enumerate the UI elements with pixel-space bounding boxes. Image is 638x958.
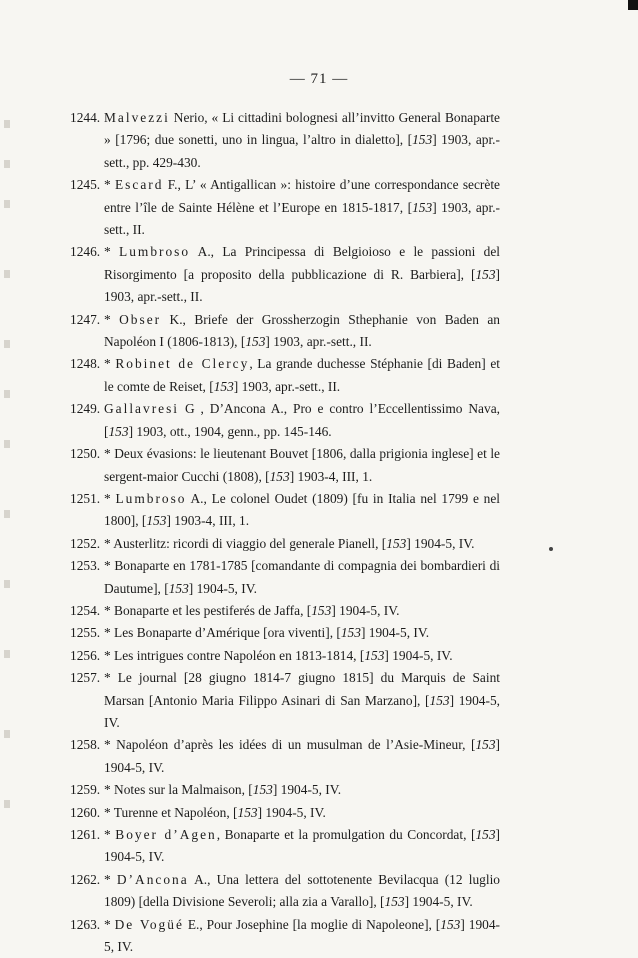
entry-reference: 153 bbox=[146, 513, 167, 529]
entry-text: ] 1904-5, IV. bbox=[360, 625, 430, 641]
margin-mark bbox=[4, 580, 10, 588]
entry-text: A., Una lettera del sottotenente Bevilacqua (12 luglio 1809) [della Divisione Severoli; alla zia a Varallo], [ bbox=[104, 871, 500, 910]
entry-reference: 153 bbox=[237, 804, 258, 820]
entry-text: * bbox=[104, 916, 115, 932]
margin-mark bbox=[4, 160, 10, 168]
entry-text: ] 1903, apr.-sett., II. bbox=[104, 199, 500, 238]
entry-reference: 153 bbox=[340, 625, 361, 641]
entry-number: 1249. bbox=[70, 401, 101, 417]
entry-text: F., L’ « Antigallican »: histoire d’une correspondance secrète entre l’île de Sainte Hélène et l’Europe en 1815-1817, [ bbox=[104, 177, 500, 215]
entry-text: ] 1904-5, IV. bbox=[188, 580, 257, 596]
entry-text: E., Pour Josephine [la moglie di Napoleone], [ bbox=[183, 916, 441, 932]
entry-text: * Napoléon d’après les idées di un musulman de l’Asie-Mineur, [ bbox=[104, 737, 476, 753]
entry-reference: 153 bbox=[384, 894, 405, 910]
entry-author: Escard bbox=[115, 177, 164, 193]
entry-number: 1259. bbox=[70, 782, 101, 798]
entry-reference: 153 bbox=[475, 737, 496, 753]
entry-reference: 153 bbox=[412, 199, 433, 215]
entry-reference: 153 bbox=[245, 334, 266, 350]
bibliography-entry bbox=[70, 802, 500, 824]
entry-text: ] 1903, apr.-sett., II. bbox=[265, 334, 372, 350]
entry-reference: 153 bbox=[269, 468, 290, 484]
margin-mark bbox=[4, 730, 10, 738]
margin-mark bbox=[4, 390, 10, 398]
entry-reference: 153 bbox=[412, 132, 433, 148]
entry-reference: 153 bbox=[475, 827, 496, 842]
entry-text: ] 1904-5, IV. bbox=[104, 737, 500, 775]
entry-number: 1247. bbox=[70, 311, 101, 327]
entry-text: ] 1903, ott., 1904, genn., pp. 145-146. bbox=[128, 423, 332, 439]
entry-author: Obser bbox=[119, 311, 162, 327]
entry-number: 1246. bbox=[70, 244, 101, 260]
entry-number: 1245. bbox=[70, 177, 101, 193]
entry-number: 1256. bbox=[70, 647, 101, 663]
bibliography-entry bbox=[70, 667, 500, 734]
entry-number: 1253. bbox=[70, 558, 101, 574]
entry-reference: 153 bbox=[252, 782, 273, 798]
margin-mark bbox=[4, 200, 10, 208]
bibliography-entry bbox=[70, 398, 500, 443]
entry-text: * bbox=[104, 244, 120, 260]
entry-author: Malvezzi bbox=[104, 110, 170, 125]
entry-text: * bbox=[104, 871, 117, 887]
margin-mark bbox=[4, 650, 10, 658]
entry-text: * Les Bonaparte d’Amérique [ora viventi], [ bbox=[104, 625, 341, 641]
entry-text: * Le journal [28 giugno 1814-7 giugno 1815] du Marquis de Saint Marsan [Antonio Maria Filippo Asinari di San Marzano], [ bbox=[104, 670, 500, 708]
entry-author: Boyer d’Agen bbox=[115, 827, 217, 842]
bibliography-entry bbox=[70, 309, 500, 354]
entry-number: 1258. bbox=[70, 737, 101, 753]
margin-mark bbox=[4, 270, 10, 278]
ink-dot bbox=[549, 547, 553, 551]
entry-number: 1255. bbox=[70, 625, 101, 641]
entry-number: 1260. bbox=[70, 804, 101, 820]
entry-text: ] 1903, apr.-sett., II. bbox=[104, 266, 500, 305]
entry-reference: 153 bbox=[429, 692, 450, 708]
entry-author: Gallavresi bbox=[104, 401, 180, 417]
entry-text: * Les intrigues contre Napoléon en 1813-1814, [ bbox=[104, 647, 365, 663]
bibliography-entry bbox=[70, 645, 500, 667]
bibliography-entry bbox=[70, 600, 500, 622]
entry-text: ] 1904-5, IV. bbox=[272, 782, 342, 798]
entry-text: * Turenne et Napoléon, [ bbox=[104, 804, 238, 820]
entry-number: 1252. bbox=[70, 535, 101, 551]
entry-text: ] 1904-5, IV. bbox=[331, 602, 400, 618]
entry-text: * bbox=[104, 311, 120, 327]
entry-text: ] 1904-5, IV. bbox=[406, 535, 475, 551]
entry-text: ] 1904-5, IV. bbox=[384, 647, 453, 663]
entry-text: * bbox=[104, 356, 116, 372]
entry-text: * bbox=[104, 177, 115, 193]
bibliography-entry bbox=[70, 555, 500, 600]
corner-mark bbox=[628, 0, 638, 10]
bibliography-entry bbox=[70, 241, 500, 308]
entry-reference: 153 bbox=[475, 266, 496, 282]
entry-number: 1244. bbox=[70, 110, 101, 125]
entry-text: * bbox=[104, 490, 116, 506]
entry-text: * bbox=[104, 827, 116, 842]
entry-text: * Deux évasions: le lieutenant Bouvet [1806, dalla prigionia inglese] et le sergent-maior Cucchi (1808), [ bbox=[104, 446, 500, 484]
entry-text: ] 1904-5, IV. bbox=[104, 916, 500, 955]
entry-text: * Bonaparte et les pestiferés de Jaffa, [ bbox=[104, 602, 312, 618]
binding-margin bbox=[0, 110, 20, 830]
entry-reference: 153 bbox=[364, 647, 385, 663]
bibliography-entry bbox=[70, 174, 500, 241]
bibliography-entry bbox=[70, 622, 500, 644]
entry-text: ] 1904-5, IV. bbox=[104, 692, 500, 730]
entry-text: Nerio, « Li cittadini bolognesi all’invitto General Bonaparte » [1796; due sonetti, uno in lingua, l’altro in dialetto], [ bbox=[104, 110, 500, 148]
bibliography-entry bbox=[70, 779, 500, 801]
entry-text: , Bonaparte et la promulgation du Concordat, [ bbox=[216, 827, 476, 842]
page-number: — 71 — bbox=[289, 71, 349, 87]
entry-number: 1248. bbox=[70, 356, 101, 372]
bibliography-entry bbox=[70, 869, 500, 914]
entry-author: Lumbroso bbox=[119, 244, 191, 260]
bibliography-entry bbox=[70, 443, 500, 488]
bibliography-entry bbox=[70, 734, 500, 779]
entry-text: , La grande duchesse Stéphanie [di Baden] et le comte de Reiset, [ bbox=[104, 356, 500, 394]
entry-number: 1254. bbox=[70, 602, 101, 618]
entry-text: A., Le colonel Oudet (1809) [fu in Italia nel 1799 e nel 1800], [ bbox=[104, 490, 500, 529]
entry-text: K., Briefe der Grossherzogin Sthephanie von Baden an Napoléon I (1806-1813), [ bbox=[104, 311, 500, 350]
margin-mark bbox=[4, 440, 10, 448]
entry-reference: 153 bbox=[213, 378, 234, 394]
entry-reference: 153 bbox=[386, 535, 407, 551]
entry-text: ] 1903, apr.-sett., pp. 429-430. bbox=[104, 132, 500, 170]
margin-mark bbox=[4, 800, 10, 808]
entry-number: 1251. bbox=[70, 490, 101, 506]
bibliography-entry bbox=[70, 914, 500, 958]
bibliography-entry bbox=[70, 353, 500, 398]
entry-number: 1250. bbox=[70, 446, 101, 462]
entry-text: * Austerlitz: ricordi di viaggio del generale Pianell, [ bbox=[104, 535, 387, 551]
margin-mark bbox=[4, 120, 10, 128]
bibliography-entry bbox=[70, 107, 500, 174]
entry-text: ] 1903, apr.-sett., II. bbox=[233, 378, 341, 394]
entry-reference: 153 bbox=[168, 580, 189, 596]
entry-author: Lumbroso bbox=[115, 490, 187, 506]
entry-number: 1261. bbox=[70, 827, 101, 842]
entry-text: * Bonaparte en 1781-1785 [comandante di compagnia dei bombardieri di Dautume], [ bbox=[104, 558, 500, 596]
entry-text: ] 1904-5, IV. bbox=[404, 894, 473, 910]
entry-author: D’Ancona bbox=[116, 871, 189, 887]
entry-reference: 153 bbox=[440, 916, 461, 932]
entry-reference: 153 bbox=[108, 423, 129, 439]
entry-number: 1263. bbox=[70, 916, 101, 932]
margin-mark bbox=[4, 340, 10, 348]
entry-text: A., La Principessa di Belgioioso e le passioni del Risorgimento [a proposito della pubblicazione di R. Barbiera], [ bbox=[104, 244, 501, 282]
entry-number: 1262. bbox=[70, 871, 101, 887]
bibliography-entry bbox=[70, 824, 500, 869]
entry-text: G , D’Ancona A., Pro e contro l’Eccellentissimo Nava, [ bbox=[104, 401, 500, 439]
bibliography-list bbox=[70, 107, 500, 958]
margin-mark bbox=[4, 510, 10, 518]
entry-text: ] 1904-5, IV. bbox=[104, 827, 501, 865]
bibliography-entry bbox=[70, 533, 500, 555]
entry-text: ] 1903-4, III, 1. bbox=[289, 468, 373, 484]
entry-number: 1257. bbox=[70, 670, 101, 686]
entry-author: De Vogüé bbox=[114, 916, 184, 932]
entry-text: ] 1903-4, III, 1. bbox=[166, 513, 250, 529]
entry-text: ] 1904-5, IV. bbox=[257, 804, 326, 820]
entry-author: Robinet de Clercy bbox=[115, 356, 250, 372]
entry-reference: 153 bbox=[311, 602, 332, 618]
entry-text: * Notes sur la Malmaison, [ bbox=[104, 782, 253, 798]
bibliography-entry bbox=[70, 488, 500, 533]
